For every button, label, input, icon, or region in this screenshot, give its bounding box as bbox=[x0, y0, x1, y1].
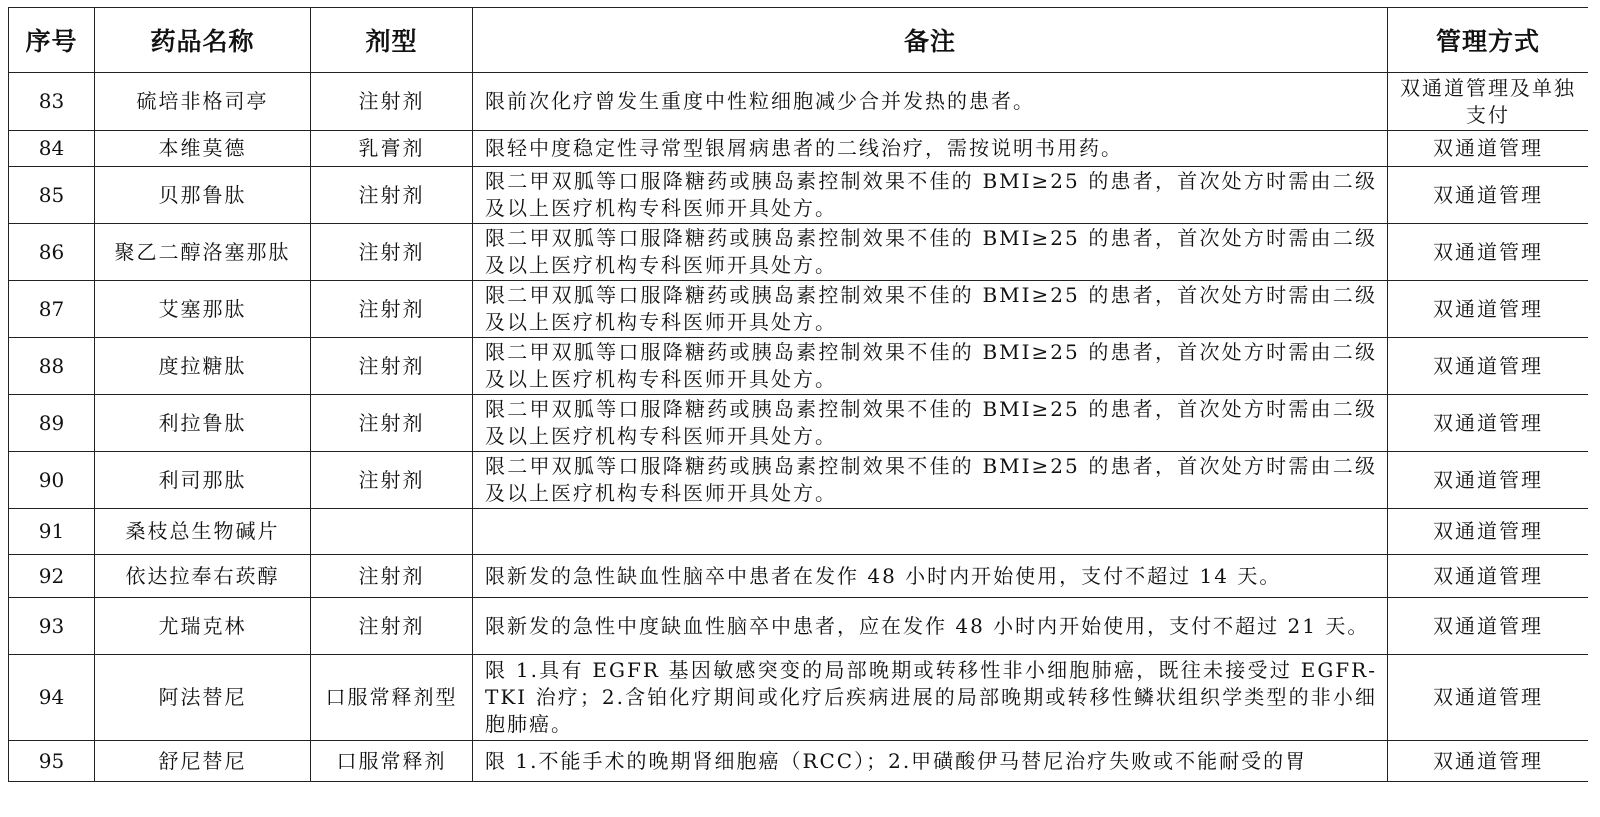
cell-name: 依达拉奉右莰醇 bbox=[95, 555, 311, 598]
cell-mgmt: 双通道管理 bbox=[1388, 509, 1589, 555]
cell-no: 95 bbox=[9, 741, 95, 782]
cell-no: 90 bbox=[9, 452, 95, 509]
table-row bbox=[9, 598, 1589, 655]
cell-note: 限 1.不能手术的晚期肾细胞癌（RCC）；2.甲磺酸伊马替尼治疗失败或不能耐受的胃 bbox=[473, 741, 1388, 782]
cell-form: 注射剂 bbox=[311, 167, 473, 224]
table-row bbox=[9, 509, 1589, 555]
cell-note: 限二甲双胍等口服降糖药或胰岛素控制效果不佳的 BMI≥25 的患者，首次处方时需由二级及以上医疗机构专科医师开具处方。 bbox=[473, 281, 1388, 338]
cell-note: 限 1.具有 EGFR 基因敏感突变的局部晚期或转移性非小细胞肺癌，既往未接受过 EGFR-TKI 治疗；2.含铂化疗期间或化疗后疾病进展的局部晚期或转移性鳞状组织学类型的非小细胞肺癌。 bbox=[473, 655, 1388, 741]
table-row bbox=[9, 131, 1589, 167]
cell-mgmt: 双通道管理 bbox=[1388, 281, 1589, 338]
cell-no: 86 bbox=[9, 224, 95, 281]
cell-note: 限前次化疗曾发生重度中性粒细胞减少合并发热的患者。 bbox=[473, 73, 1388, 131]
cell-note bbox=[473, 509, 1388, 555]
table-row bbox=[9, 338, 1589, 395]
table-header-row bbox=[9, 8, 1589, 73]
table-row bbox=[9, 73, 1589, 131]
cell-form: 注射剂 bbox=[311, 224, 473, 281]
cell-name: 阿法替尼 bbox=[95, 655, 311, 741]
table-row bbox=[9, 655, 1589, 741]
cell-no: 87 bbox=[9, 281, 95, 338]
cell-mgmt: 双通道管理 bbox=[1388, 131, 1589, 167]
cell-note: 限二甲双胍等口服降糖药或胰岛素控制效果不佳的 BMI≥25 的患者，首次处方时需由二级及以上医疗机构专科医师开具处方。 bbox=[473, 338, 1388, 395]
cell-no: 85 bbox=[9, 167, 95, 224]
cell-name: 度拉糖肽 bbox=[95, 338, 311, 395]
table-row bbox=[9, 395, 1589, 452]
cell-name: 聚乙二醇洛塞那肽 bbox=[95, 224, 311, 281]
cell-mgmt: 双通道管理 bbox=[1388, 598, 1589, 655]
cell-form: 注射剂 bbox=[311, 338, 473, 395]
cell-no: 89 bbox=[9, 395, 95, 452]
drug-table bbox=[8, 7, 1588, 782]
cell-no: 84 bbox=[9, 131, 95, 167]
cell-form: 注射剂 bbox=[311, 281, 473, 338]
cell-name: 利司那肽 bbox=[95, 452, 311, 509]
cell-mgmt: 双通道管理及单独支付 bbox=[1388, 73, 1589, 131]
table-row bbox=[9, 224, 1589, 281]
table-row bbox=[9, 452, 1589, 509]
cell-name: 硫培非格司亭 bbox=[95, 73, 311, 131]
cell-mgmt: 双通道管理 bbox=[1388, 338, 1589, 395]
cell-mgmt: 双通道管理 bbox=[1388, 452, 1589, 509]
cell-note: 限二甲双胍等口服降糖药或胰岛素控制效果不佳的 BMI≥25 的患者，首次处方时需由二级及以上医疗机构专科医师开具处方。 bbox=[473, 452, 1388, 509]
cell-form: 口服常释剂型 bbox=[311, 655, 473, 741]
cell-note: 限轻中度稳定性寻常型银屑病患者的二线治疗，需按说明书用药。 bbox=[473, 131, 1388, 167]
cell-form: 注射剂 bbox=[311, 598, 473, 655]
cell-note: 限二甲双胍等口服降糖药或胰岛素控制效果不佳的 BMI≥25 的患者，首次处方时需由二级及以上医疗机构专科医师开具处方。 bbox=[473, 395, 1388, 452]
cell-form: 注射剂 bbox=[311, 395, 473, 452]
table-row bbox=[9, 167, 1589, 224]
header-no: 序号 bbox=[9, 8, 95, 73]
cell-name: 利拉鲁肽 bbox=[95, 395, 311, 452]
header-form: 剂型 bbox=[311, 8, 473, 73]
header-note: 备注 bbox=[473, 8, 1388, 73]
table-row bbox=[9, 741, 1589, 782]
cell-mgmt: 双通道管理 bbox=[1388, 555, 1589, 598]
cell-name: 贝那鲁肽 bbox=[95, 167, 311, 224]
cell-mgmt: 双通道管理 bbox=[1388, 167, 1589, 224]
cell-mgmt: 双通道管理 bbox=[1388, 741, 1589, 782]
cell-mgmt: 双通道管理 bbox=[1388, 224, 1589, 281]
cell-no: 93 bbox=[9, 598, 95, 655]
cell-form: 注射剂 bbox=[311, 555, 473, 598]
cell-note: 限二甲双胍等口服降糖药或胰岛素控制效果不佳的 BMI≥25 的患者，首次处方时需由二级及以上医疗机构专科医师开具处方。 bbox=[473, 224, 1388, 281]
cell-note: 限二甲双胍等口服降糖药或胰岛素控制效果不佳的 BMI≥25 的患者，首次处方时需由二级及以上医疗机构专科医师开具处方。 bbox=[473, 167, 1388, 224]
cell-name: 艾塞那肽 bbox=[95, 281, 311, 338]
cell-name: 桑枝总生物碱片 bbox=[95, 509, 311, 555]
cell-form: 乳膏剂 bbox=[311, 131, 473, 167]
cell-form: 注射剂 bbox=[311, 452, 473, 509]
cell-no: 83 bbox=[9, 73, 95, 131]
cell-mgmt: 双通道管理 bbox=[1388, 655, 1589, 741]
cell-form: 口服常释剂 bbox=[311, 741, 473, 782]
drug-table-container bbox=[8, 7, 1588, 817]
table-row bbox=[9, 555, 1589, 598]
cell-form: 注射剂 bbox=[311, 73, 473, 131]
header-mgmt: 管理方式 bbox=[1388, 8, 1589, 73]
cell-no: 88 bbox=[9, 338, 95, 395]
cell-form bbox=[311, 509, 473, 555]
cell-no: 94 bbox=[9, 655, 95, 741]
cell-no: 91 bbox=[9, 509, 95, 555]
cell-name: 本维莫德 bbox=[95, 131, 311, 167]
cell-name: 舒尼替尼 bbox=[95, 741, 311, 782]
cell-note: 限新发的急性缺血性脑卒中患者在发作 48 小时内开始使用，支付不超过 14 天。 bbox=[473, 555, 1388, 598]
cell-mgmt: 双通道管理 bbox=[1388, 395, 1589, 452]
cell-no: 92 bbox=[9, 555, 95, 598]
cell-name: 尤瑞克林 bbox=[95, 598, 311, 655]
cell-note: 限新发的急性中度缺血性脑卒中患者，应在发作 48 小时内开始使用，支付不超过 21 天。 bbox=[473, 598, 1388, 655]
header-name: 药品名称 bbox=[95, 8, 311, 73]
table-row bbox=[9, 281, 1589, 338]
